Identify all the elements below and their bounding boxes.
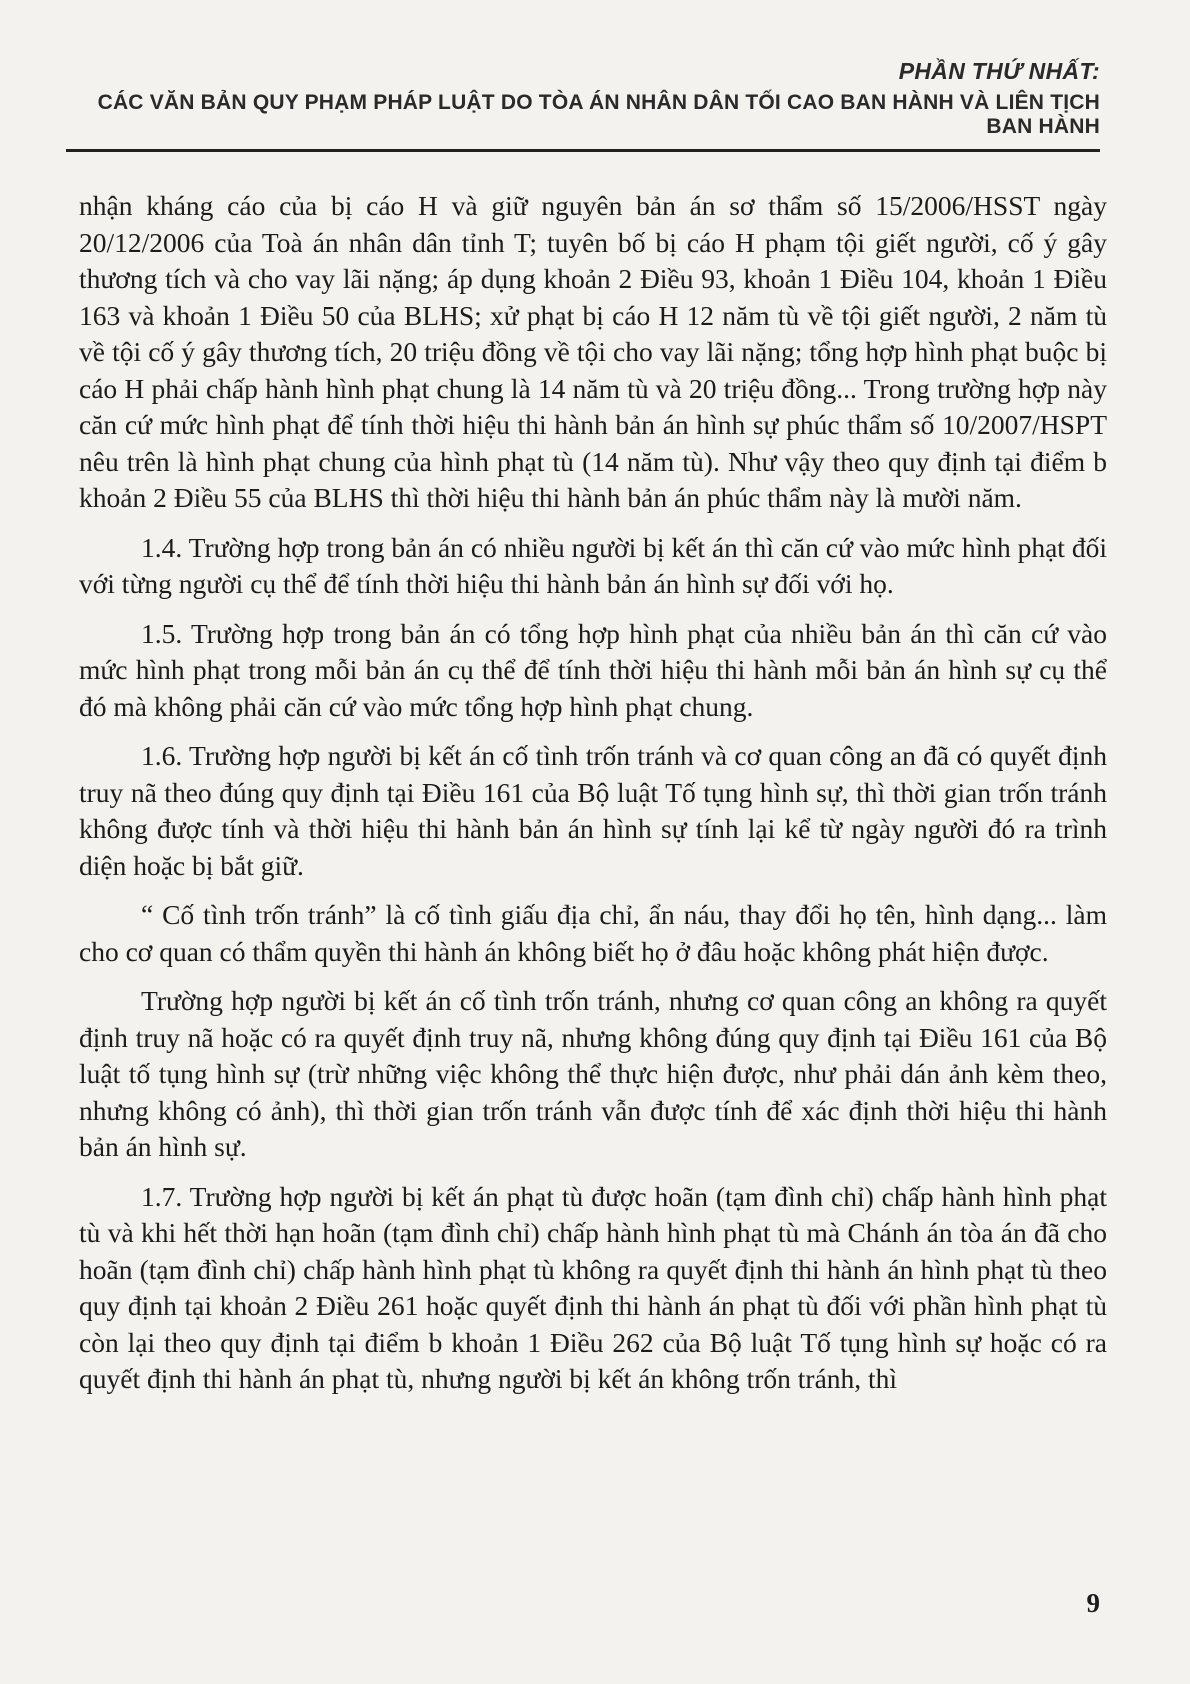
running-header bbox=[66, 58, 1100, 152]
body-text bbox=[79, 188, 1107, 1411]
paragraph-continuation: nhận kháng cáo của bị cáo H và giữ nguyên bản án sơ thẩm số 15/2006/HSST ngày 20/12/2006 của Toà án nhân dân tỉnh T; tuyên bố bị cáo H phạm tội giết người, cố ý gây thương tích và cho vay lãi nặng; áp dụng khoản 2 Điều 93, khoản 1 Điều 104, khoản 1 Điều 163 và khoản 1 Điều 50 của BLHS; xử phạt bị cáo H 12 năm tù về tội giết người, 2 năm tù về tội cố ý gây thương tích, 20 triệu đồng về tội cho vay lãi nặng; tổng hợp hình phạt buộc bị cáo H phải chấp hành hình phạt chung là 14 năm tù và 20 triệu đồng... Trong trường hợp này căn cứ mức hình phạt để tính thời hiệu thi hành bản án hình sự phúc thẩm số 10/2007/HSPT nêu trên là hình phạt chung của hình phạt tù (14 năm tù). Như vậy theo quy định tại điểm b khoản 2 Điều 55 của BLHS thì thời hiệu thi hành bản án phúc thẩm này là mười năm. bbox=[79, 190, 1107, 513]
section-title: CÁC VĂN BẢN QUY PHẠM PHÁP LUẬT DO TÒA ÁN NHÂN DÂN TỐI CAO BAN HÀNH VÀ LIÊN TỊCH BAN HÀNH bbox=[97, 91, 1100, 138]
paragraph-1-7: 1.7. Trường hợp người bị kết án phạt tù được hoãn (tạm đình chỉ) chấp hành hình phạt tù và khi hết thời hạn hoãn (tạm đình chỉ) chấp hành hình phạt tù mà Chánh án tòa án đã cho hoãn (tạm đình chỉ) chấp hành hình phạt tù không ra quyết định thi hành án hình phạt tù theo quy định tại khoản 2 Điều 261 hoặc quyết định thi hành án phạt tù đối với phần hình phạt tù còn lại theo quy định tại điểm b khoản 1 Điều 262 của Bộ luật Tố tụng hình sự hoặc có ra quyết định thi hành án phạt tù, nhưng người bị kết án không trốn tránh, thì bbox=[79, 1180, 1107, 1394]
paragraph-definition: “ Cố tình trốn tránh” là cố tình giấu địa chỉ, ẩn náu, thay đổi họ tên, hình dạng... làm cho cơ quan có thẩm quyền thi hành án không biết họ ở đâu hoặc không phát hiện được. bbox=[79, 899, 1107, 967]
paragraph-1-4: 1.4. Trường hợp trong bản án có nhiều người bị kết án thì căn cứ vào mức hình phạt đối với từng người cụ thể để tính thời hiệu thi hành bản án hình sự đối với họ. bbox=[79, 531, 1107, 599]
paragraph-1-5: 1.5. Trường hợp trong bản án có tổng hợp hình phạt của nhiều bản án thì căn cứ vào mức hình phạt trong mỗi bản án cụ thể để tính thời hiệu thi hành mỗi bản án hình sự cụ thể đó mà không phải căn cứ vào mức tổng hợp hình phạt chung. bbox=[79, 617, 1107, 722]
page-number: 9 bbox=[1086, 1588, 1100, 1618]
header-divider bbox=[66, 149, 1100, 152]
part-label: PHẦN THỨ NHẤT: bbox=[898, 58, 1100, 84]
paragraph-exception: Trường hợp người bị kết án cố tình trốn tránh, nhưng cơ quan công an không ra quyết định truy nã hoặc có ra quyết định truy nã, nhưng không đúng quy định tại Điều 161 của Bộ luật tố tụng hình sự (trừ những việc không thể thực hiện được, như phải dán ảnh kèm theo, nhưng không có ảnh), thì thời gian trốn tránh vẫn được tính để xác định thời hiệu thi hành bản án hình sự. bbox=[79, 985, 1107, 1162]
paragraph-1-6: 1.6. Trường hợp người bị kết án cố tình trốn tránh và cơ quan công an đã có quyết định truy nã theo đúng quy định tại Điều 161 của Bộ luật Tố tụng hình sự, thì thời gian trốn tránh không được tính và thời hiệu thi hành bản án hình sự tính lại kể từ ngày người đó ra trình diện hoặc bị bắt giữ. bbox=[79, 740, 1107, 881]
